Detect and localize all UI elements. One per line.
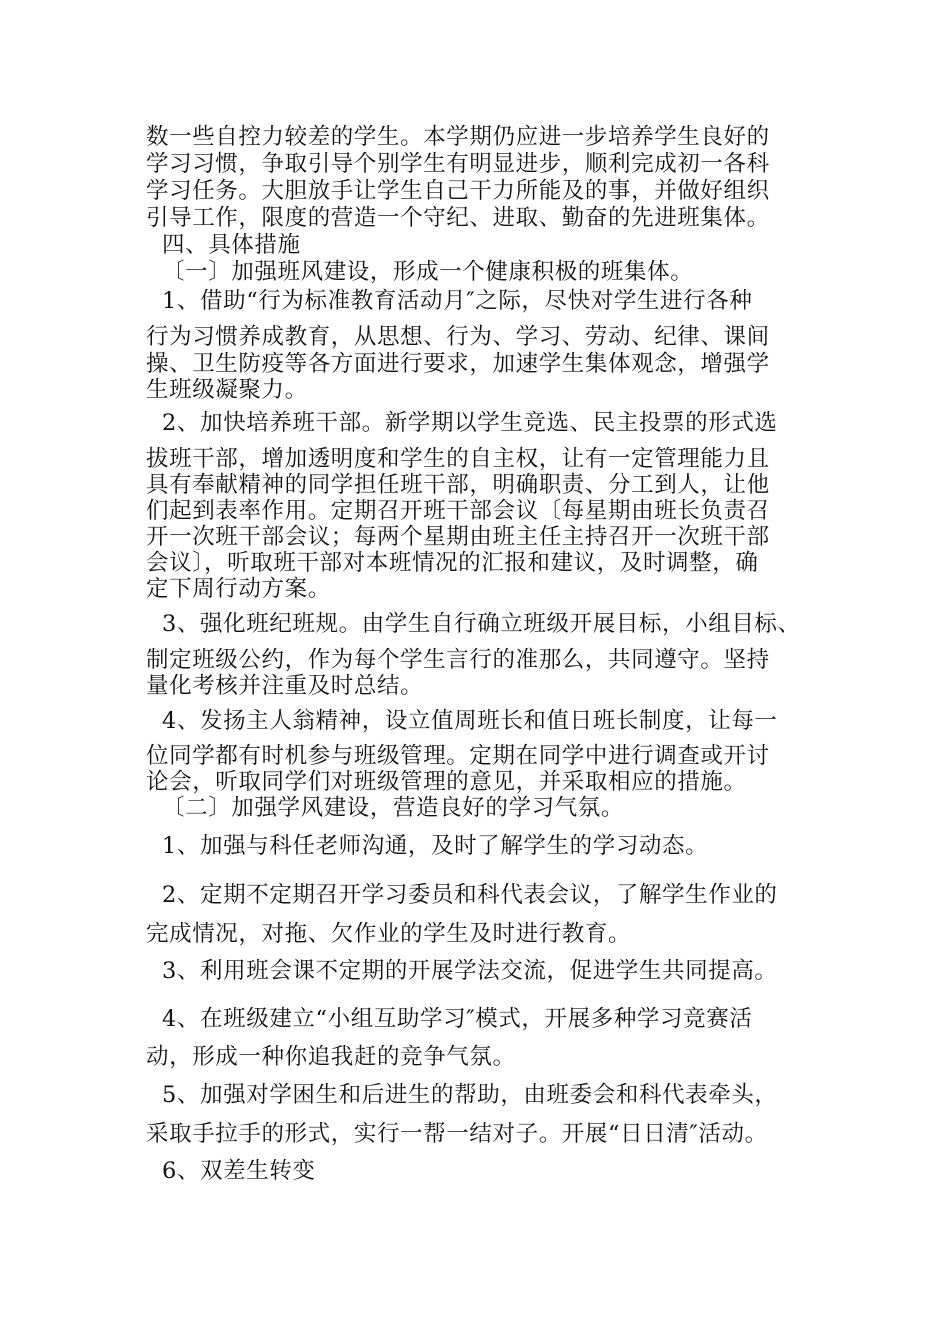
measure-4-line-1: 4、发扬主人翁精神，设立值周班长和值日班长制度，让每一 (162, 708, 778, 734)
subsection-heading-1: 〔一〕加强班风建设，形成一个健康积极的班集体。 (162, 259, 694, 285)
measure-1-line-2: 行为习惯养成教育，从思想、行为、学习、劳动、纪律、课间 (146, 324, 770, 350)
study-item-2-line-1: 2、定期不定期召开学习委员和科代表会议，了解学生作业的 (162, 882, 778, 908)
measure-1-line-4: 生班级凝聚力。 (146, 377, 308, 403)
measure-2-line-2: 拔班干部，增加透明度和学生的自主权，让有一定管理能力且 (146, 446, 770, 472)
measure-2-line-7: 定下周行动方案。 (146, 576, 331, 602)
measure-3-line-3: 量化考核并注重及时总结。 (146, 673, 424, 699)
study-item-4-line-2: 动，形成一种你追我赶的竞争气氛。 (146, 1044, 516, 1070)
study-item-5-line-1: 5、加强对学困生和后进生的帮助，由班委会和科代表牵头， (162, 1082, 778, 1108)
paragraph-line-2: 学习习惯，争取引导个别学生有明显进步，顺利完成初一各科 (146, 151, 770, 177)
measure-2-line-3: 具有奉献精神的同学担任班干部，明确职责、分工到人，让他 (146, 472, 770, 498)
study-item-6: 6、双差生转变 (162, 1158, 316, 1184)
study-item-1: 1、加强与科任老师沟通，及时了解学生的学习动态。 (162, 833, 709, 859)
measure-1-line-1: 1、借助“行为标准教育活动月″之际，尽快对学生进行各种 (162, 288, 753, 314)
measure-1-line-3: 操、卫生防疫等各方面进行要求，加速学生集体观念，增强学 (146, 351, 770, 377)
study-item-3: 3、利用班会课不定期的开展学法交流，促进学生共同提高。 (162, 958, 778, 984)
section-heading: 四、具体措施 (162, 232, 301, 258)
measure-3-line-1: 3、强化班纪班规。由学生自行确立班级开展目标，小组目标、 (162, 611, 801, 637)
measure-2-line-1: 2、加快培养班干部。新学期以学生竞选、民主投票的形式选 (162, 410, 778, 436)
measure-2-line-6: 会议〕，听取班干部对本班情况的汇报和建议，及时调整，确 (146, 550, 759, 576)
measure-2-line-4: 们起到表率作用。定期召开班干部会议〔每星期由班长负责召 (146, 498, 770, 524)
subsection-heading-2: 〔二〕加强学风建设，营造良好的学习气氛。 (162, 795, 625, 821)
study-item-5-line-2: 采取手拉手的形式，实行一帮一结对子。开展“日日清″活动。 (146, 1121, 768, 1147)
paragraph-line-1: 数一些自控力较差的学生。本学期仍应进一步培养学生良好的 (146, 124, 770, 150)
study-item-4-line-1: 4、在班级建立“小组互助学习″模式，开展多种学习竞赛活 (162, 1006, 753, 1032)
measure-3-line-2: 制定班级公约，作为每个学生言行的准那么，共同遵守。坚持 (146, 647, 770, 673)
measure-4-line-2: 位同学都有时机参与班级管理。定期在同学中进行调查或开讨 (146, 743, 770, 769)
study-item-2-line-2: 完成情况，对拖、欠作业的学生及时进行教育。 (146, 921, 632, 947)
measure-4-line-3: 论会，听取同学们对班级管理的意见，并采取相应的措施。 (146, 769, 747, 795)
paragraph-line-4: 引导工作，限度的营造一个守纪、进取、勤奋的先进班集体。 (146, 205, 770, 231)
measure-2-line-5: 开一次班干部会议；每两个星期由班主任主持召开一次班干部 (146, 524, 770, 550)
paragraph-line-3: 学习任务。大胆放手让学生自己干力所能及的事，并做好组织 (146, 178, 770, 204)
